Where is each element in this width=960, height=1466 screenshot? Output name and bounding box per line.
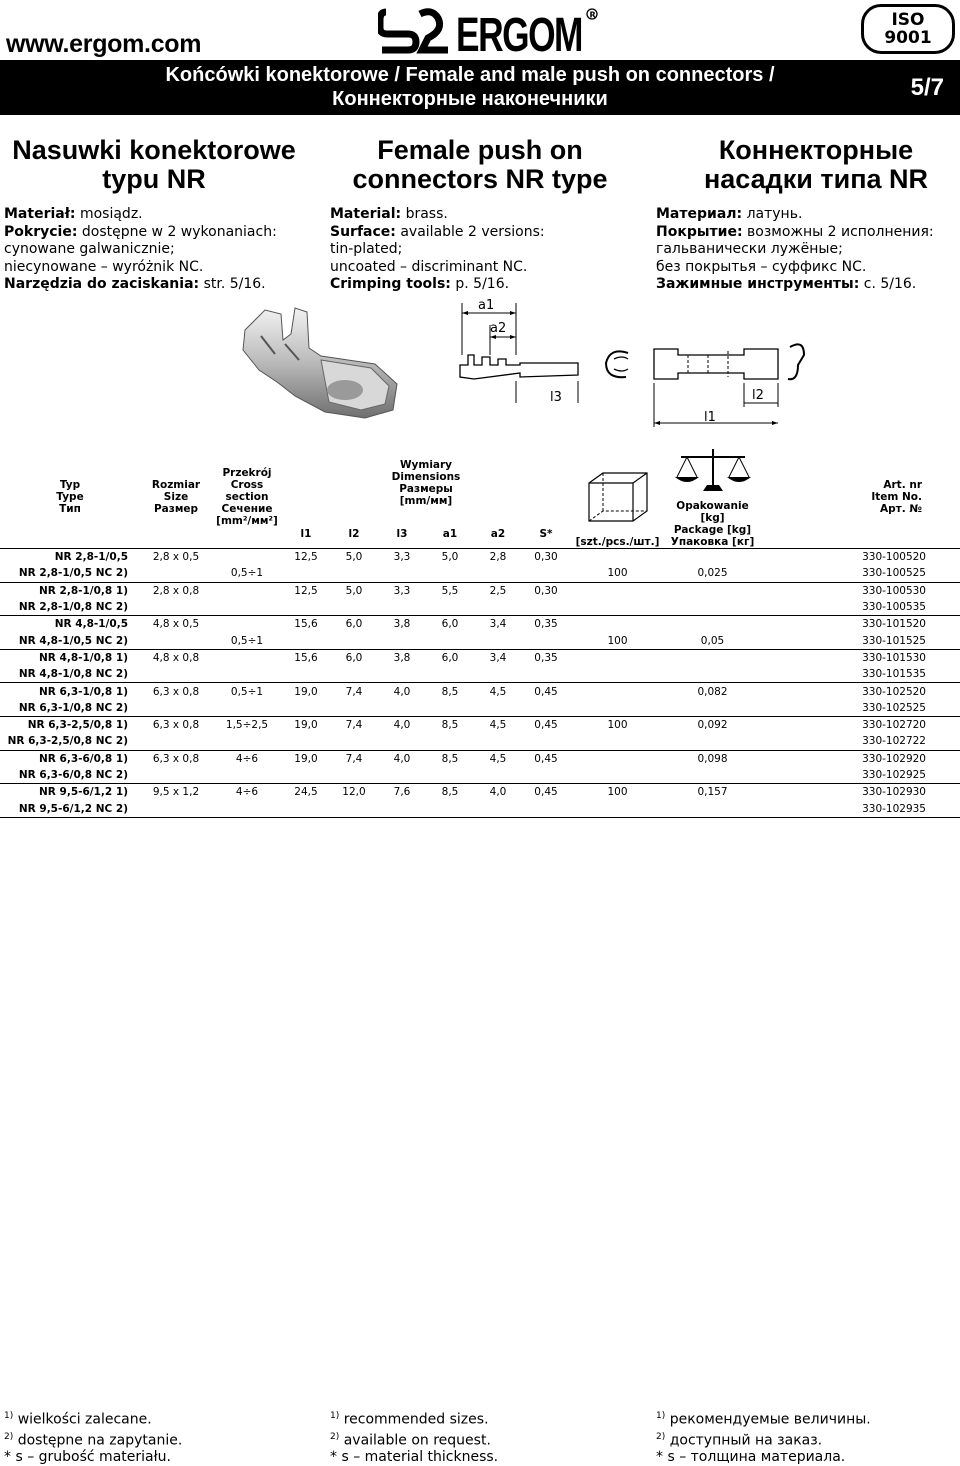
cell-pcs [570,649,665,666]
cell-a2 [474,700,522,717]
cell-l2 [330,565,378,582]
cell-l2: 12,0 [330,784,378,801]
connector-photo [225,300,410,425]
cell-l3: 3,8 [378,616,426,633]
cell-a1: 8,5 [426,784,474,801]
header-l1: l1 [300,528,312,541]
cell-s: 0,45 [522,750,570,767]
cell-kg [665,767,760,784]
cell-pcs [570,549,665,566]
table-header-row [0,445,960,520]
cell-size: 9,5 x 1,2 [140,784,212,801]
cell-l1: 15,6 [282,616,330,633]
cell-l1 [282,632,330,649]
header-dimensions: Wymiary Dimensions Размеры [mm/мм] [391,458,461,507]
cell-cross [212,582,282,599]
column-body: Materiał: mosiądz. Pokrycie: dostępne w 2 wykonaniach: cynowane galwanicznie; niecynowane – wyróżnik NC. Narzędzia do zaciskania: str. 5/16. [4,206,277,292]
cell-a1 [426,700,474,717]
cell-kg: 0,025 [697,567,728,580]
table-row [0,632,960,649]
cell-l1 [282,565,330,582]
header-type: Typ Type Тип [56,478,84,515]
cell-cross: 4÷6 [212,750,282,767]
footnotes-polish: $^{1)}$ wielkości zalecane. $^{2)}$ dostępne na zapytanie. * s – grubość materiału. [4,1411,183,1466]
column-heading: Коннекторные насадки типа NR [703,135,929,194]
cell-l2: 7,4 [330,716,378,733]
cell-a2: 4,5 [474,750,522,767]
footnotes-english: $^{1)}$ recommended sizes. $^{2)}$ available on request. * s – material thickness. [330,1411,499,1466]
cell-l1 [282,666,330,683]
cell-art: 330-102935 [862,802,926,815]
cell-size [140,632,212,649]
cell-kg: 0,157 [665,784,760,801]
cell-pcs: 100 [570,784,665,801]
cell-art: 330-102520 [760,683,960,700]
header-size: Rozmiar Size Размер [151,478,201,515]
column-polish [4,136,314,294]
cell-a1 [426,767,474,784]
cell-l2 [330,700,378,717]
cell-pcs: 100 [607,634,628,647]
cell-type: NR 2,8-1/0,8 NC 2) [18,601,128,614]
cell-kg: 0,092 [665,716,760,733]
cell-art: 330-100520 [760,549,960,566]
side-view-drawing [450,295,590,415]
cell-l1: 15,6 [282,649,330,666]
cell-pcs [570,582,665,599]
dim-l1-label: l1 [704,410,716,425]
cell-l1 [282,733,330,750]
cell-l3 [378,599,426,616]
iso-text: ISO [891,10,925,30]
cell-type: NR 4,8-1/0,8 NC 2) [18,668,128,681]
spec-table-body [0,549,960,819]
cell-art: 330-102930 [760,784,960,801]
cell-type: NR 9,5-6/1,2 1) [0,784,140,801]
cell-cross [212,599,282,616]
cell-l3 [378,800,426,817]
dim-l2-label: l2 [752,388,764,403]
cell-l2 [330,632,378,649]
cell-type: NR 4,8-1/0,5 [0,616,140,633]
cell-pcs [570,767,665,784]
title-banner [0,60,960,115]
cell-cross [212,733,282,750]
cell-a1: 5,0 [426,549,474,566]
cell-a2 [474,800,522,817]
cell-s [522,733,570,750]
cell-l2 [330,800,378,817]
cell-a2 [474,666,522,683]
cell-a2: 4,0 [474,784,522,801]
table-row [0,800,960,817]
cell-l2: 5,0 [330,582,378,599]
header-pieces: [szt./pcs./шт.] [570,445,665,549]
column-heading: Female push on connectors NR type [352,135,608,194]
cell-l1: 12,5 [282,582,330,599]
cell-pcs [570,700,665,717]
cell-cross [212,767,282,784]
end-view-drawing [600,345,640,385]
table-row [0,599,960,616]
header-a2: a2 [490,528,506,541]
cell-a1 [426,565,474,582]
cell-l1: 12,5 [282,549,330,566]
cell-a2: 4,5 [474,716,522,733]
cell-size [140,599,212,616]
cell-art: 330-102720 [760,716,960,733]
table-row [0,733,960,750]
column-russian [656,136,960,294]
cell-art: 330-101530 [760,649,960,666]
cell-s [522,767,570,784]
cell-l1 [282,800,330,817]
banner-title-line2: Коннекторные наконечники [332,88,608,110]
cell-a1 [426,666,474,683]
cell-s [522,632,570,649]
cell-l3 [378,565,426,582]
cell-kg [665,800,760,817]
cell-art: 330-102920 [760,750,960,767]
cell-l2: 5,0 [330,549,378,566]
ergom-logo [378,4,598,56]
cell-l1 [282,700,330,717]
cell-a1: 8,5 [426,716,474,733]
cell-cross: 4÷6 [212,784,282,801]
cell-s: 0,30 [522,549,570,566]
header-package: Opakowanie [kg] Package [kg] Упаковка [кг] [665,445,760,549]
cell-a2 [474,565,522,582]
cell-l3: 7,6 [378,784,426,801]
cell-kg [665,649,760,666]
table-row [0,565,960,582]
cell-a2 [474,632,522,649]
column-body: Material: brass. Surface: available 2 versions: tin-plated; uncoated – discriminant NC. Crimping tools: p. 5/16. [330,206,545,292]
cell-l3 [378,666,426,683]
cell-size: 2,8 x 0,5 [140,549,212,566]
table-row [0,767,960,784]
column-body: Материал: латунь. Покрытие: возможны 2 исполнения: гальванически лужёные; без покрытья – суффикс NC. Зажимные инструменты: с. 5/16. [656,206,934,292]
cell-l1: 19,0 [282,750,330,767]
cell-l3: 3,8 [378,649,426,666]
cell-art: 330-100530 [760,582,960,599]
cell-s: 0,45 [522,683,570,700]
cell-l3: 3,3 [378,549,426,566]
cell-s [522,666,570,683]
cell-a2 [474,599,522,616]
box-icon [583,469,653,533]
cell-s [522,599,570,616]
header-l2: l2 [348,528,360,541]
header-cross-section: Przekrój Cross section Сечение [mm²/мм²] [216,466,278,527]
cell-art: 330-102925 [862,769,926,781]
cell-l2: 7,4 [330,750,378,767]
cell-size: 4,8 x 0,5 [140,616,212,633]
cell-type: NR 6,3-2,5/0,8 1) [0,716,140,733]
cell-type: NR 6,3-1/0,8 1) [0,683,140,700]
cell-art: 330-100535 [862,601,926,614]
cell-size [140,565,212,582]
cell-pcs [570,750,665,767]
cell-size [140,733,212,750]
cell-cross [212,649,282,666]
cell-s: 0,45 [522,784,570,801]
cell-type: NR 4,8-1/0,8 1) [0,649,140,666]
cell-pcs [570,666,665,683]
cell-l2: 7,4 [330,683,378,700]
cell-cross: 1,5÷2,5 [212,716,282,733]
ergom-logo-symbol [380,12,448,50]
cell-type: NR 6,3-1/0,8 NC 2) [18,701,128,714]
cell-pcs [570,733,665,750]
cell-l3: 4,0 [378,683,426,700]
cell-type: NR 6,3-2,5/0,8 NC 2) [7,735,128,748]
header-s: S* [539,528,553,541]
cell-art: 330-100525 [862,567,926,580]
cell-kg [665,700,760,717]
cell-cross [212,549,282,566]
cell-size: 4,8 x 0,8 [140,649,212,666]
cell-s: 0,35 [522,649,570,666]
table-row [0,716,960,733]
cell-size [140,767,212,784]
cell-a1 [426,733,474,750]
table-row [0,549,960,566]
header-item-no: Art. nr Item No. Арт. № [871,478,922,515]
cell-l3 [378,733,426,750]
cell-l2 [330,666,378,683]
dim-a1-label: a1 [478,298,495,313]
cell-kg [665,599,760,616]
cell-s: 0,35 [522,616,570,633]
cell-l3: 4,0 [378,716,426,733]
cell-pcs [570,800,665,817]
table-row [0,649,960,666]
cell-s: 0,45 [522,716,570,733]
cell-a2: 3,4 [474,649,522,666]
page-number: 5/7 [910,74,944,101]
scale-icon [673,445,753,497]
cell-kg [665,666,760,683]
cell-kg [665,616,760,633]
cell-s [522,700,570,717]
cell-size: 6,3 x 0,8 [140,716,212,733]
cell-cross [212,666,282,683]
cell-size: 6,3 x 0,8 [140,683,212,700]
cell-l1 [282,599,330,616]
cell-art: 330-101525 [862,634,926,647]
cell-art: 330-101520 [760,616,960,633]
table-row [0,784,960,801]
cell-a2 [474,767,522,784]
cell-kg [665,582,760,599]
table-row [0,700,960,717]
cell-size: 6,3 x 0,8 [140,750,212,767]
table-row [0,750,960,767]
table-row [0,666,960,683]
cell-a1: 6,0 [426,649,474,666]
cell-size [140,700,212,717]
cell-a1: 8,5 [426,683,474,700]
cell-l1: 19,0 [282,716,330,733]
cell-size [140,666,212,683]
cell-l2 [330,599,378,616]
cell-type: NR 4,8-1/0,5 NC 2) [18,634,128,647]
iso-number: 9001 [884,28,932,48]
cell-pcs: 100 [607,567,628,580]
cell-cross: 0,5÷1 [230,634,264,647]
cell-size [140,800,212,817]
cell-a1 [426,800,474,817]
cell-cross [212,800,282,817]
cell-cross [212,700,282,717]
svg-text:R: R [589,10,596,20]
cell-a1 [426,599,474,616]
cell-l3: 3,3 [378,582,426,599]
cell-s: 0,30 [522,582,570,599]
cell-a2 [474,733,522,750]
cell-l3 [378,632,426,649]
cell-a1: 6,0 [426,616,474,633]
cell-l1 [282,767,330,784]
cell-art: 330-101535 [862,668,926,681]
cell-l2 [330,733,378,750]
table-row [0,683,960,700]
column-english [330,136,640,294]
cell-a1: 5,5 [426,582,474,599]
cell-cross [212,616,282,633]
cell-size: 2,8 x 0,8 [140,582,212,599]
cell-type: NR 2,8-1/0,5 [0,549,140,566]
cell-l2 [330,767,378,784]
dim-l3-label: l3 [550,390,562,405]
cell-cross: 0,5÷1 [212,683,282,700]
table-bottom-rule [0,817,960,819]
cell-l1: 19,0 [282,683,330,700]
column-heading: Nasuwki konektorowe typu NR [12,135,296,194]
cell-l1: 24,5 [282,784,330,801]
table-row [0,616,960,633]
cell-pcs [570,616,665,633]
cell-art: 330-102525 [862,701,926,714]
cell-l3 [378,767,426,784]
cell-kg [665,733,760,750]
table-row [0,582,960,599]
footnotes-russian: $^{1)}$ рекомендуемые величины. $^{2)}$ доступный на заказ. * s – толщина материала. [656,1411,871,1466]
cell-type: NR 6,3-6/0,8 1) [0,750,140,767]
cell-a2: 2,5 [474,582,522,599]
cell-art: 330-102722 [862,735,926,748]
cell-l3 [378,700,426,717]
website-url[interactable]: www.ergom.com [6,30,202,58]
cell-pcs [570,683,665,700]
header-l3: l3 [396,528,408,541]
cell-type: NR 6,3-6/0,8 NC 2) [18,769,128,781]
top-view-drawing [648,335,828,430]
cell-kg [665,549,760,566]
cell-a2: 4,5 [474,683,522,700]
spec-table [0,445,960,819]
cell-kg: 0,098 [665,750,760,767]
cell-pcs: 100 [570,716,665,733]
cell-l3: 4,0 [378,750,426,767]
cell-l2: 6,0 [330,649,378,666]
dim-a2-label: a2 [490,321,507,336]
cell-pcs [570,599,665,616]
cell-kg: 0,05 [700,634,725,647]
ergom-logo-text: ERGOM [456,9,582,56]
cell-a1 [426,632,474,649]
cell-a2: 3,4 [474,616,522,633]
cell-a2: 2,8 [474,549,522,566]
iso-badge [861,4,955,54]
cell-s [522,565,570,582]
cell-s [522,800,570,817]
cell-cross: 0,5÷1 [230,567,264,580]
header-a1: a1 [442,528,458,541]
cell-type: NR 2,8-1/0,8 1) [0,582,140,599]
cell-type: NR 9,5-6/1,2 NC 2) [18,802,128,815]
cell-l2: 6,0 [330,616,378,633]
cell-kg: 0,082 [665,683,760,700]
cell-a1: 8,5 [426,750,474,767]
banner-title-line1: Końcówki konektorowe / Female and male push on connectors / [165,64,775,86]
cell-type: NR 2,8-1/0,5 NC 2) [18,567,128,580]
